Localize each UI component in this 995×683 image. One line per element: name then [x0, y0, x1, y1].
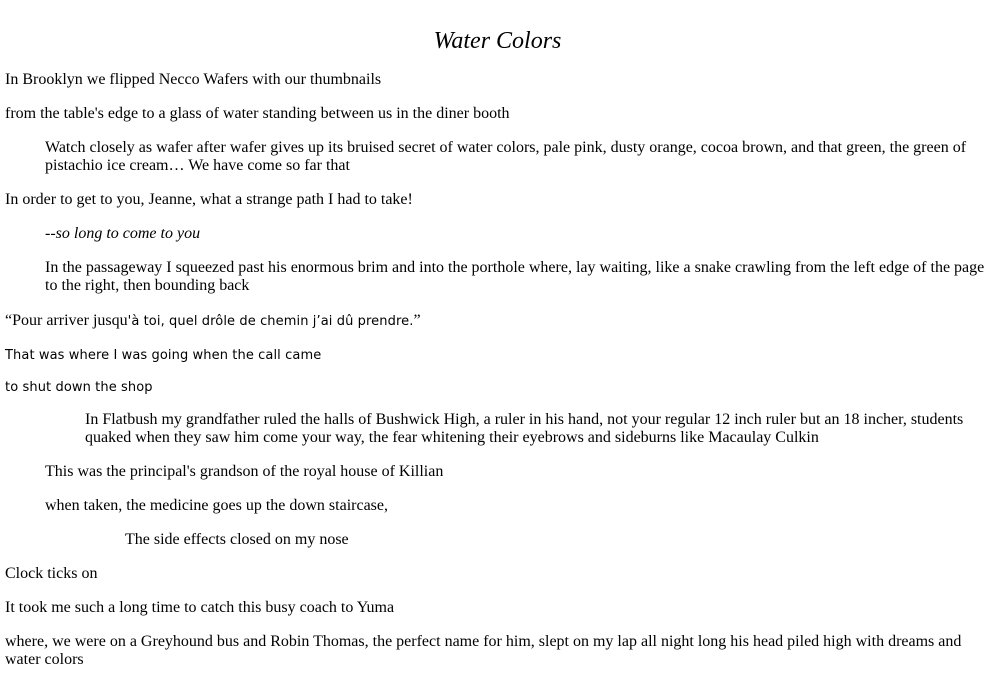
poem-line-indented: when taken, the medicine goes up the down staircase,	[45, 497, 388, 514]
poem-line-wrapped: where, we were on a Greyhound bus and Robin Thomas, the perfect name for him, slept on my lap all night long his head piled high with dreams and water colors	[5, 633, 962, 668]
poem-line: Clock ticks on	[5, 565, 98, 582]
poem-line-indented-deepest: The side effects closed on my nose	[125, 531, 349, 548]
poem-stanza-indented: Watch closely as wafer after wafer gives up its bruised secret of water colors, pale pink, dusty orange, cocoa brown, and that green, the green of pistachio ice cream… We have come so far that	[45, 139, 967, 174]
poem-title: Water Colors	[433, 28, 562, 54]
poem-line: It took me such a long time to catch this busy coach to Yuma	[5, 599, 395, 616]
poem-line: from the table's edge to a glass of water standing between us in the diner booth	[5, 105, 510, 122]
poem-line-indented: This was the principal's grandson of the royal house of Killian	[45, 463, 444, 480]
poem-line-sans: That was where I was going when the call came	[5, 348, 322, 363]
french-quote-end: ”	[413, 312, 421, 329]
french-quote-body: 'à toi, quel drôle de chemin j’ai dû prendre.	[127, 314, 414, 329]
poem-line-french	[5, 312, 421, 331]
poem-line-italic: --so long to come to you	[45, 225, 201, 242]
poem-line-sans: to shut down the shop	[5, 380, 153, 395]
poem-line: In Brooklyn we flipped Necco Wafers with our thumbnails	[5, 71, 382, 88]
poem-line: In order to get to you, Jeanne, what a strange path I had to take!	[5, 191, 413, 208]
french-quote-start: “Pour arriver jusqu	[5, 312, 128, 329]
poem-stanza-indented-deep: In Flatbush my grandfather ruled the halls of Bushwick High, a ruler in his hand, not your regular 12 inch ruler but an 18 incher, students quaked when they saw him come your way, the fear whitening their eyebrows and sideburns like Macaulay Culkin	[85, 411, 964, 446]
poem-stanza-indented: In the passageway I squeezed past his enormous brim and into the porthole where, lay waiting, like a snake crawling from the left edge of the page to the right, then bounding back	[45, 259, 985, 294]
